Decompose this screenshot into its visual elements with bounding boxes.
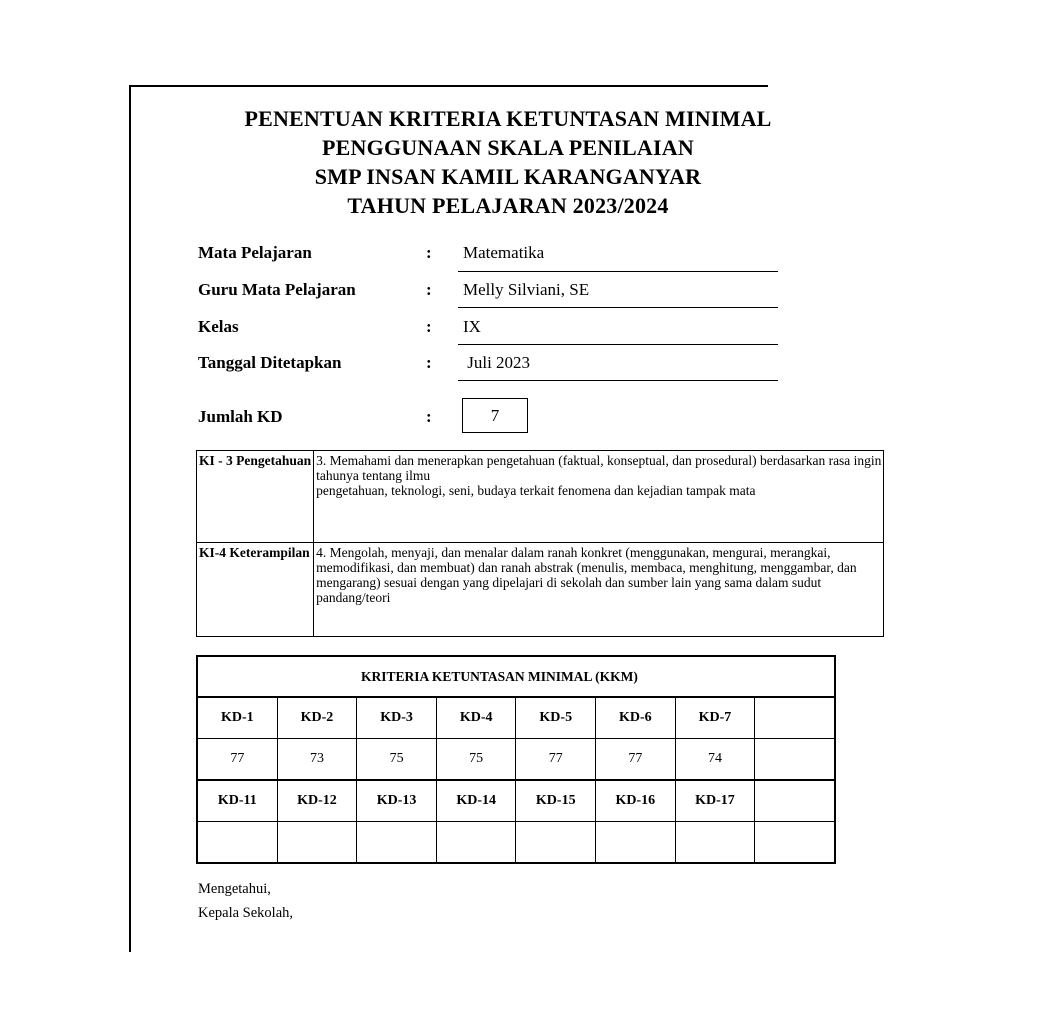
info-value-teacher: Melly Silviani, SE — [463, 280, 590, 299]
ki-text-line: 4. Mengolah, menyaji, dan menalar dalam ranah konkret (menggunakan, mengurai, merangkai, — [316, 545, 831, 560]
info-underline-class — [458, 344, 778, 345]
kkm-table — [196, 655, 836, 864]
kkm-kd-header-row-2 — [197, 780, 835, 822]
info-value-subject: Matematika — [463, 243, 545, 262]
ki-row-keterampilan — [197, 543, 884, 637]
kd-header-cell: KD-17 — [675, 780, 755, 822]
title-line-2: PENGGUNAAN SKALA PENILAIAN — [322, 135, 694, 160]
kd-value-cell — [675, 822, 755, 864]
kd-header-cell: KD-15 — [516, 780, 596, 822]
ki-text-keterampilan — [314, 543, 884, 637]
kkm-heading-row — [197, 656, 835, 697]
kd-header-cell: KD-13 — [357, 780, 437, 822]
ki-text-pengetahuan — [314, 451, 884, 543]
kd-header-cell: KD-7 — [675, 697, 755, 739]
title-line-1: PENENTUAN KRITERIA KETUNTASAN MINIMAL — [244, 106, 772, 131]
info-underline-subject — [458, 271, 778, 272]
kd-value-cell: 73 — [277, 739, 357, 781]
info-label-teacher: Guru Mata Pelajaran — [198, 280, 356, 299]
kkm-kd-header-row-1 — [197, 697, 835, 739]
kd-value-cell — [357, 822, 437, 864]
kd-value-cell — [436, 822, 516, 864]
kkm-value-row-1 — [197, 739, 835, 781]
kd-value-cell: 75 — [357, 739, 437, 781]
kd-value-cell — [596, 822, 676, 864]
ki-label-pengetahuan: KI - 3 Pengetahuan — [197, 451, 314, 543]
info-underline-teacher — [458, 307, 778, 308]
ki-text-line: tahunya tentang ilmu — [316, 468, 431, 483]
title-line-3: SMP INSAN KAMIL KARANGANYAR — [314, 164, 702, 189]
kd-header-cell: KD-16 — [596, 780, 676, 822]
info-colon-class: : — [426, 317, 432, 336]
ki-label-keterampilan: KI-4 Keterampilan — [197, 543, 314, 637]
info-colon-date: : — [426, 353, 432, 372]
kd-value-cell — [197, 822, 277, 864]
kd-header-cell: KD-2 — [277, 697, 357, 739]
kd-value-cell-empty — [755, 739, 835, 781]
jumlah-kd-colon: : — [426, 407, 432, 426]
footer-principal: Kepala Sekolah, — [198, 905, 294, 921]
info-value-class: IX — [463, 317, 481, 336]
footer-acknowledged: Mengetahui, — [198, 881, 271, 897]
kd-header-cell: KD-6 — [596, 697, 676, 739]
info-value-date: Juli 2023 — [463, 353, 531, 372]
kd-header-cell-empty — [755, 697, 835, 739]
kd-value-cell — [516, 822, 596, 864]
jumlah-kd-value: 7 — [462, 398, 528, 433]
ki-row-pengetahuan — [197, 451, 884, 543]
kd-value-cell — [277, 822, 357, 864]
kd-header-cell: KD-11 — [197, 780, 277, 822]
kd-header-cell: KD-14 — [436, 780, 516, 822]
kd-header-cell: KD-12 — [277, 780, 357, 822]
kd-value-cell: 77 — [197, 739, 277, 781]
kkm-value-row-2 — [197, 822, 835, 864]
kkm-heading: KRITERIA KETUNTASAN MINIMAL (KKM) — [197, 656, 835, 697]
ki-text-line: mengarang) sesuai dengan yang dipelajari di sekolah dan sumber lain yang sama dalam sudut — [316, 575, 822, 590]
kd-value-cell-empty — [755, 822, 835, 864]
ki-table — [196, 450, 884, 637]
info-label-date: Tanggal Ditetapkan — [198, 353, 342, 372]
info-underline-date — [458, 380, 778, 381]
kd-header-cell-empty — [755, 780, 835, 822]
title-line-4: TAHUN PELAJARAN 2023/2024 — [347, 193, 669, 218]
kd-value-cell: 74 — [675, 739, 755, 781]
kd-value-cell: 75 — [436, 739, 516, 781]
kd-header-cell: KD-5 — [516, 697, 596, 739]
jumlah-kd-label: Jumlah KD — [198, 407, 283, 426]
kd-header-cell: KD-1 — [197, 697, 277, 739]
info-label-subject: Mata Pelajaran — [198, 243, 312, 262]
ki-text-line: pandang/teori — [316, 590, 391, 605]
ki-text-line: memodifikasi, dan membuat) dan ranah abstrak (menulis, membaca, menghitung, menggambar, dan — [316, 560, 857, 575]
info-colon-teacher: : — [426, 280, 432, 299]
ki-text-line: 3. Memahami dan menerapkan pengetahuan (faktual, konseptual, dan prosedural) berdasarkan rasa ingin — [316, 453, 882, 468]
kd-value-cell: 77 — [596, 739, 676, 781]
kd-header-cell: KD-4 — [436, 697, 516, 739]
info-colon-subject: : — [426, 243, 432, 262]
info-label-class: Kelas — [198, 317, 239, 336]
kd-header-cell: KD-3 — [357, 697, 437, 739]
ki-text-line: pengetahuan, teknologi, seni, budaya terkait fenomena dan kejadian tampak mata — [316, 483, 756, 498]
kd-value-cell: 77 — [516, 739, 596, 781]
document-page — [129, 85, 882, 952]
